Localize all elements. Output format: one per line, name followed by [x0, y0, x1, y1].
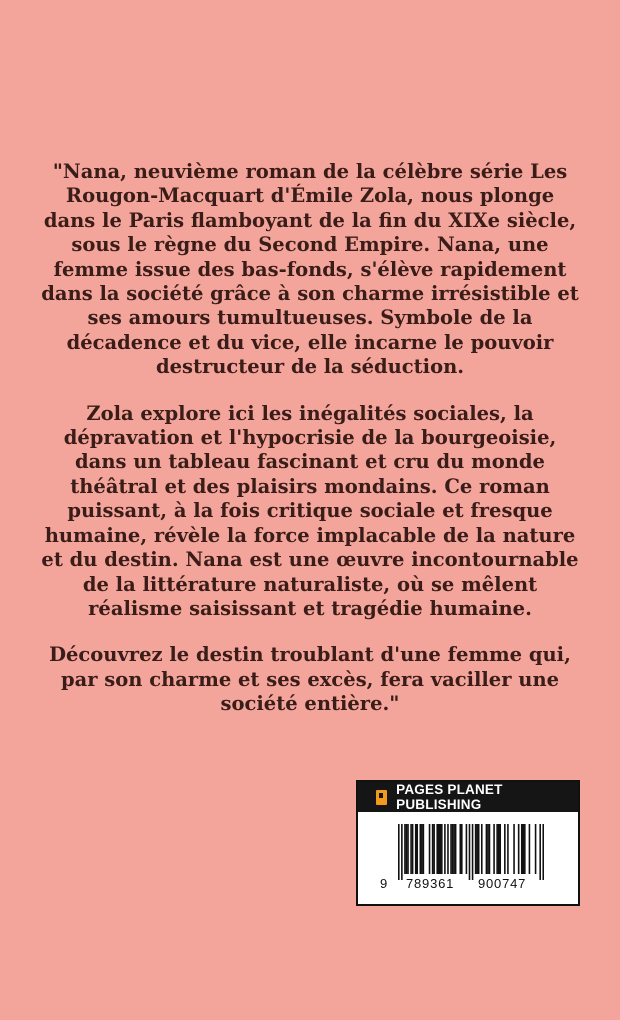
barcode-bar	[453, 824, 455, 874]
barcode-bar	[472, 824, 474, 880]
barcode-bars	[398, 824, 544, 880]
barcode-bar	[466, 824, 468, 874]
barcode-bar	[439, 824, 441, 874]
barcode-bar	[513, 824, 515, 874]
barcode-bar	[478, 824, 480, 874]
barcode-bar	[436, 824, 438, 874]
blurb-paragraph-3: Découvrez le destin troublant d'une femme qui, par son charme et ses excès, fera vaciller une société entière."	[49, 643, 571, 716]
barcode-bar	[404, 824, 406, 874]
publisher-banner	[358, 782, 578, 812]
barcode-bar	[496, 824, 498, 874]
barcode-bar	[423, 824, 425, 874]
barcode-bar	[524, 824, 526, 874]
barcode-bar	[416, 824, 418, 874]
barcode-bar	[486, 824, 488, 874]
barcode-bar	[452, 824, 454, 874]
barcode-bar	[432, 824, 434, 874]
blurb-paragraph-1: "Nana, neuvième roman de la célèbre série Les Rougon-Macquart d'Émile Zola, nous plonge dans le Paris flamboyant de la fin du XIXe siècle, sous le règne du Second Empire. Nana, une femme issue des bas-fonds, s'élève rapidement dans la société grâce à son charme irrésistible et ses amours tumultueuses. Symbole de la décadence et du vice, elle incarne le pouvoir destructeur de la séduction.	[41, 160, 579, 379]
barcode-bar	[459, 824, 461, 874]
barcode-bar	[539, 824, 541, 880]
barcode-bar	[498, 824, 500, 874]
publisher-name: PAGES PLANET PUBLISHING	[396, 782, 503, 812]
barcode-bar	[450, 824, 452, 874]
barcode-bar	[398, 824, 400, 880]
isbn-barcode-panel	[356, 780, 580, 906]
barcode-bar	[455, 824, 457, 874]
barcode-bar	[429, 824, 431, 874]
barcode-bar	[401, 824, 403, 880]
barcode-bar	[447, 824, 449, 874]
barcode-bar	[522, 824, 524, 874]
isbn-number	[358, 876, 578, 896]
barcode-bar	[535, 824, 537, 874]
barcode-bar	[420, 824, 422, 874]
barcode-bar	[481, 824, 483, 874]
barcode-bar	[406, 824, 408, 874]
barcode-bar	[410, 824, 412, 874]
barcode-bar	[407, 824, 409, 874]
back-cover-blurb	[40, 160, 580, 717]
blurb-paragraph-2: Zola explore ici les inégalités sociales, la dépravation et l'hypocrisie de la bourgeoisie, dans un tableau fascinant et cru du monde théâtral et des plaisirs mondains. Ce roman puissant, à la fois critique sociale et fresque humaine, révèle la force implacable de la nature et du destin. Nana est une œuvre incontournable de la littérature naturaliste, où se mêlent réalisme saisissant et tragédie humaine.	[41, 401, 579, 620]
barcode-bar	[521, 824, 523, 874]
barcode-bar	[529, 824, 531, 874]
barcode-bar	[542, 824, 544, 880]
isbn-group-1: 789361	[406, 876, 455, 891]
barcode-bar	[493, 824, 495, 874]
barcode-bar	[461, 824, 463, 874]
barcode-bar	[507, 824, 509, 874]
barcode-bar	[487, 824, 489, 874]
barcode-bar	[444, 824, 446, 874]
barcode-bar	[476, 824, 478, 874]
barcode-bar	[412, 824, 414, 874]
barcode-bar	[421, 824, 423, 874]
barcode-bar	[433, 824, 435, 874]
barcode-bar	[441, 824, 443, 874]
barcode-bar	[499, 824, 501, 874]
isbn-group-2: 900747	[478, 876, 527, 891]
barcode-bar	[518, 824, 520, 874]
barcode-bar	[504, 824, 506, 874]
barcode-bar	[489, 824, 491, 874]
barcode-bar	[415, 824, 417, 874]
isbn-prefix: 9	[380, 876, 389, 891]
barcode-bar	[438, 824, 440, 874]
barcode-bar	[475, 824, 477, 874]
book-icon	[376, 790, 387, 805]
barcode-bar	[469, 824, 471, 880]
